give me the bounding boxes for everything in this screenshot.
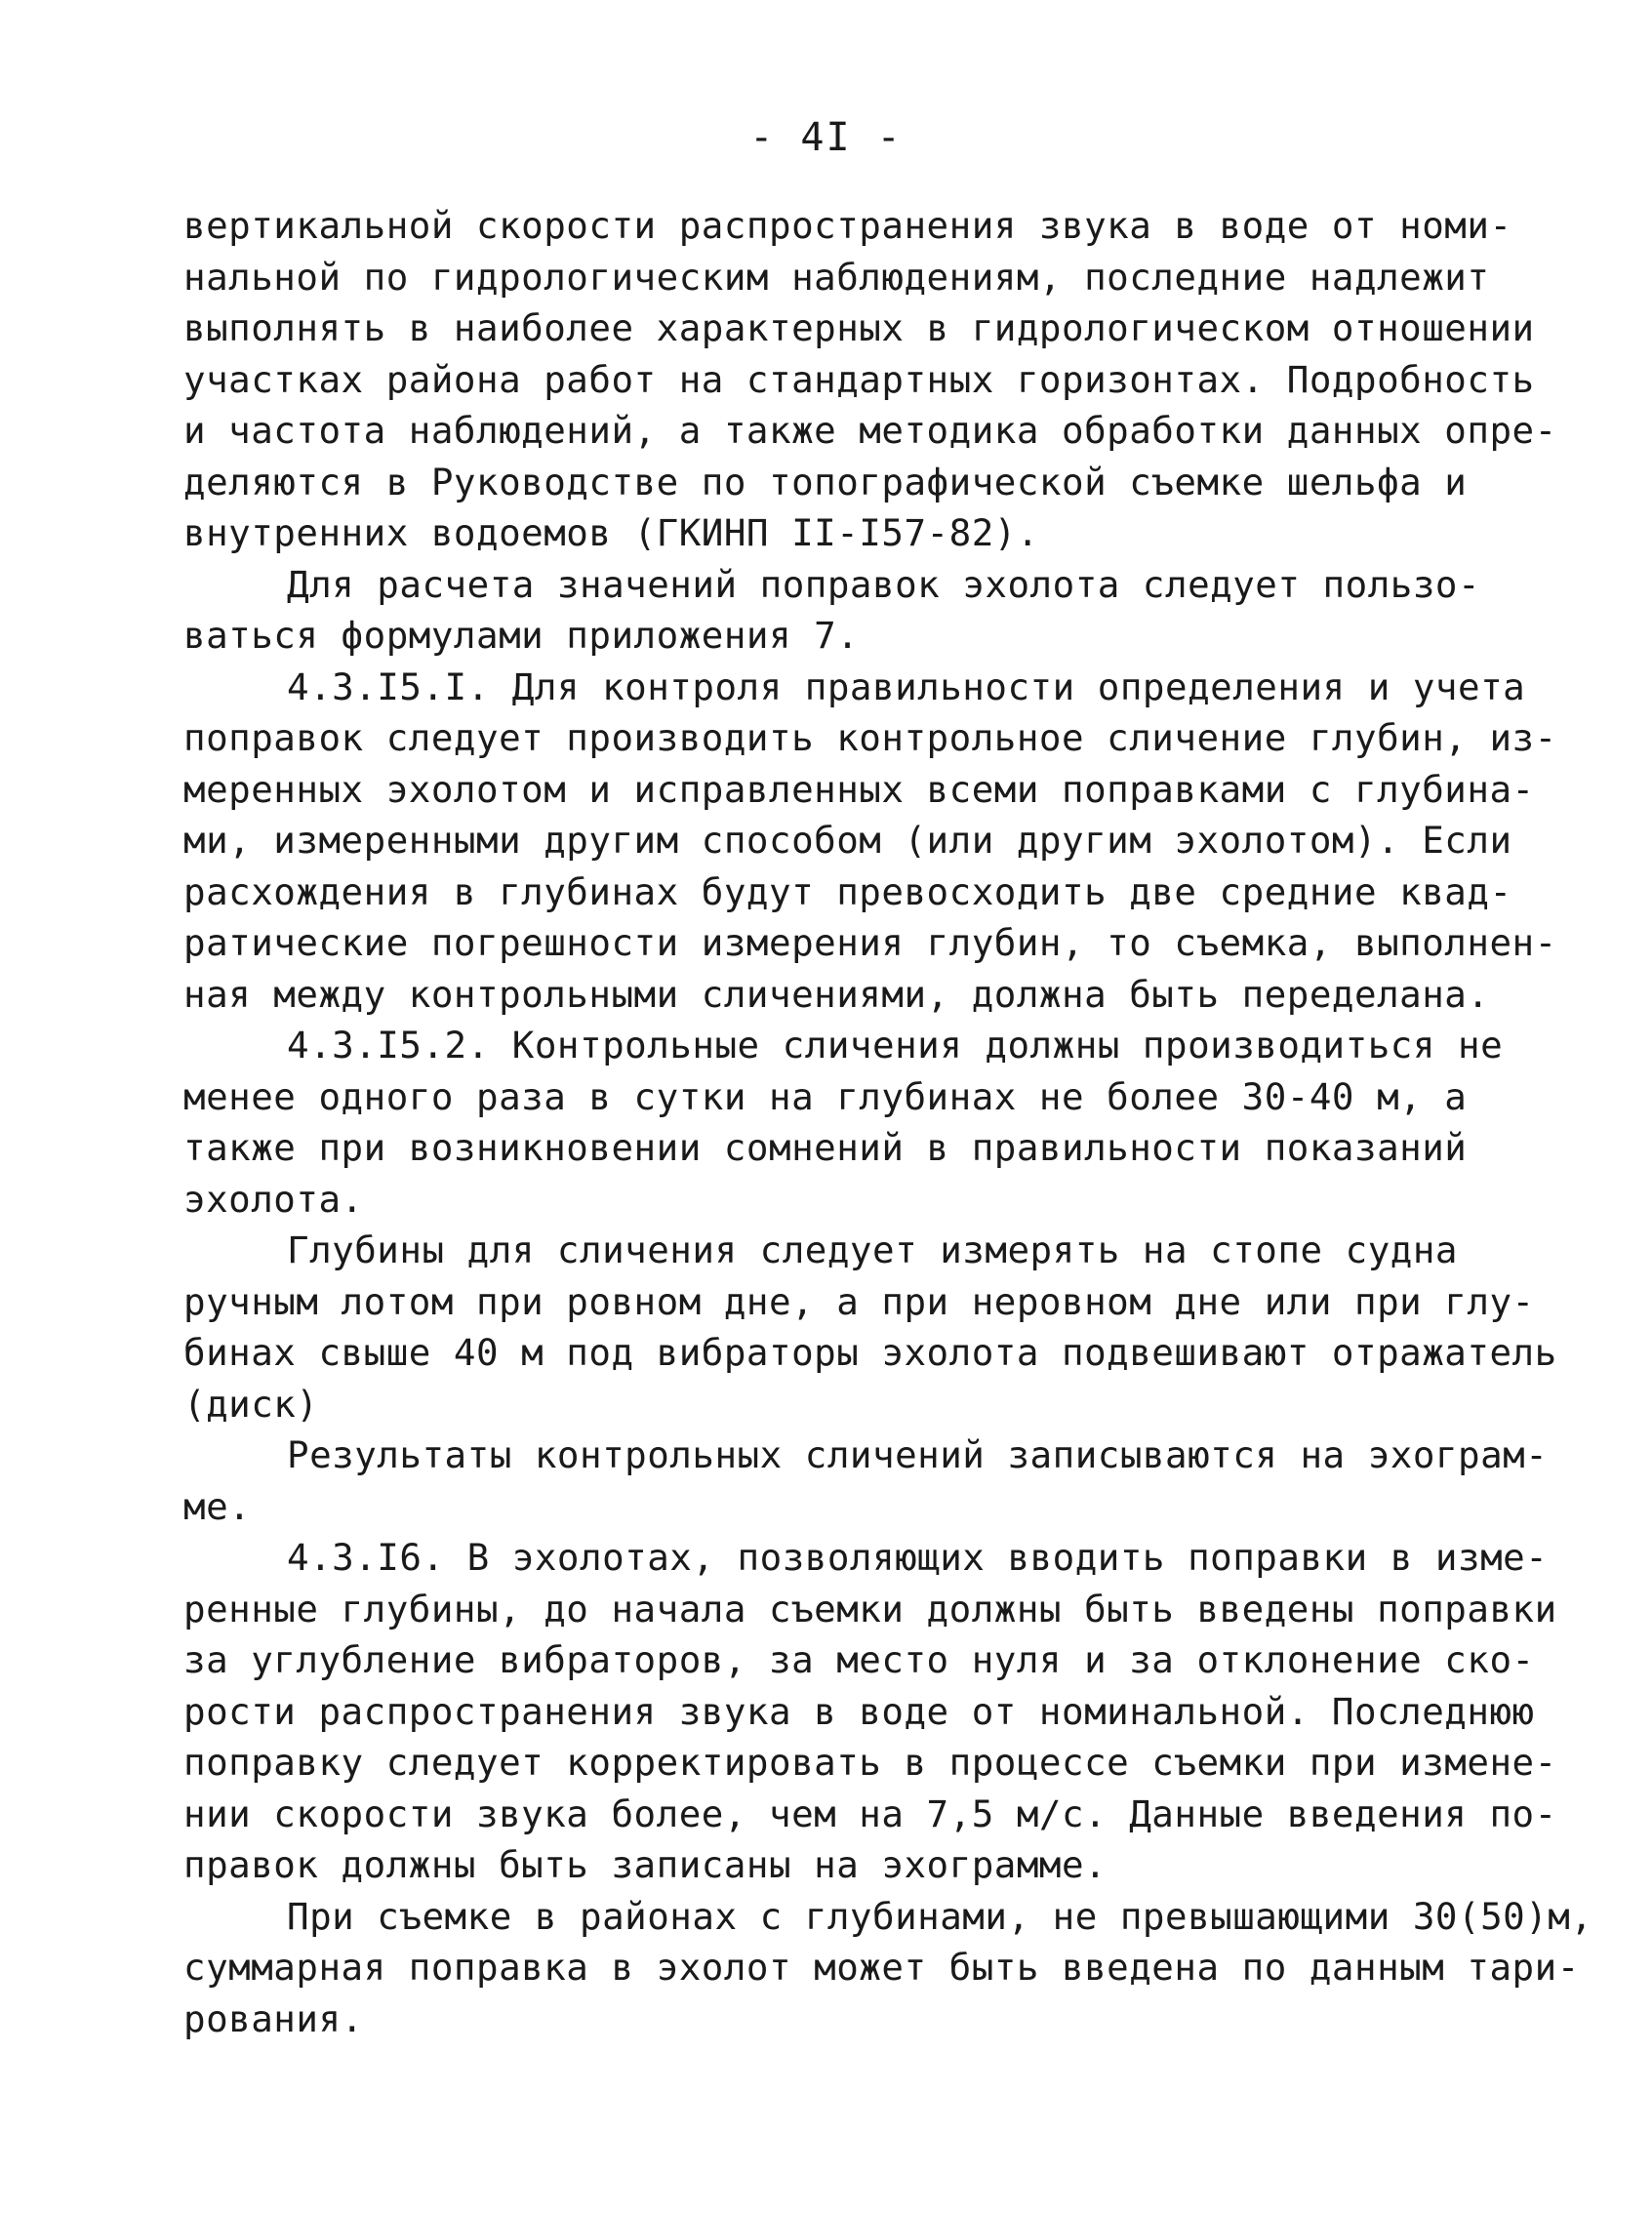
paragraph-start-line: Глубины для сличения следует измерять на стопе судна [287,1228,1458,1271]
text-line: меренных эхолотом и исправленных всеми поправками с глубина- [183,767,1535,811]
text-line: также при возникновении сомнений в правильности показаний [183,1126,1468,1169]
text-line: рования. [183,1996,364,2040]
text-line: суммарная поправка в эхолот может быть введена по данным тари- [183,1946,1580,1989]
paragraph-start-line: Результаты контрольных сличений записываются на эхограм- [287,1433,1549,1476]
text-line: внутренних водоемов (ГКИНП II-I57-82). [183,511,1039,554]
text-line: расхождения в глубинах будут превосходить две средние квад- [183,869,1512,913]
body-text [183,200,1593,2044]
text-line: нии скорости звука более, чем на 7,5 м/с. Данные введения по- [183,1791,1557,1835]
text-line: эхолота. [183,1177,364,1221]
text-line: правок должны быть записаны на эхограмме. [183,1843,1108,1886]
text-line: нальной по гидрологическим наблюдениям, последние надлежит [183,255,1490,299]
text-line: выполнять в наиболее характерных в гидрологическом отношении [183,306,1535,349]
text-line: деляются в Руководстве по топографической съемке шельфа и [183,460,1468,503]
text-line: за углубление вибраторов, за место нуля и за отклонение ско- [183,1638,1535,1681]
text-line: и частота наблюдений, а также методика обработки данных опре- [183,409,1557,452]
section-4-3-15-1-start: 4.3.I5.I. Для контроля правильности определения и учета [287,664,1526,708]
text-line: менее одного раза в сутки на глубинах не более 30-40 м, а [183,1074,1468,1118]
text-line: ми, измеренными другим способом (или другим эхолотом). Если [183,819,1512,862]
text-line: вертикальной скорости распространения звука в воде от номи- [183,204,1512,247]
text-line: рости распространения звука в воде от номинальной. Последнюю [183,1689,1535,1733]
text-line: поправок следует производить контрольное сличение глубин, из- [183,716,1557,759]
text-line: ручным лотом при ровном дне, а при неровном дне или при глу- [183,1279,1535,1323]
text-line: (диск) [183,1382,319,1426]
text-line: бинах свыше 40 м под вибраторы эхолота подвешивают отражатель [183,1331,1557,1374]
section-4-3-15-2-start: 4.3.I5.2. Контрольные сличения должны производиться не [287,1024,1504,1067]
paragraph-start-line: При съемке в районах с глубинами, не превышающими 30(50)м, [287,1894,1593,1938]
text-line: ратические погрешности измерения глубин, то съемка, выполнен- [183,921,1557,964]
page-number: - 4I - [749,115,903,160]
text-line: поправку следует корректировать в процессе съемки при измене- [183,1741,1557,1784]
text-line: ме. [183,1484,252,1528]
text-line: ваться формулами приложения 7. [183,614,860,657]
text-line: ренные глубины, до начала съемки должны быть введены поправки [183,1587,1557,1630]
text-line: ная между контрольными сличениями, должна быть переделана. [183,972,1490,1016]
paragraph-start-line: Для расчета значений поправок эхолота следует пользо- [287,562,1481,606]
section-4-3-16-start: 4.3.I6. В эхолотах, позволяющих вводить поправки в изме- [287,1536,1549,1579]
text-line: участках района работ на стандартных горизонтах. Подробность [183,357,1535,401]
